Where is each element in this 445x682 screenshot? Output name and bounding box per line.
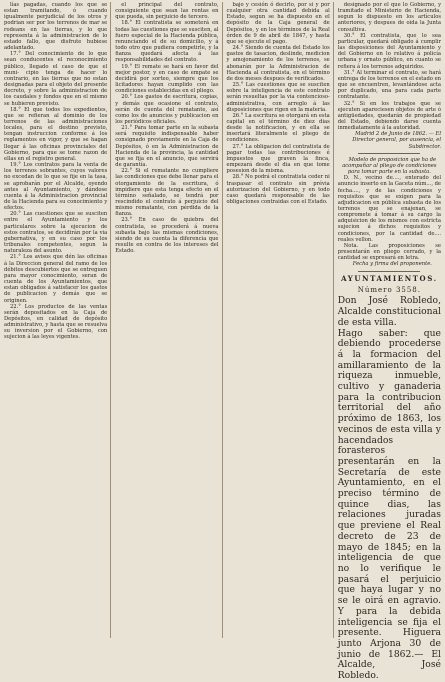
divider	[358, 153, 420, 154]
model-date: Fecha y firma del proponente.	[352, 261, 432, 268]
paragraph: 28.° No podrá el contratista ceder ni traspasar el contrato sin prévia autorizacion del Gobierno, y en todo caso quedará responsable de las obligaciones contraidas con el Estado.	[226, 174, 330, 205]
paragraph: 22.° Si el rematante no cumpliere las condiciones que debe llenar para el otorgamiento de la escritura, ó impidiere que esta tenga efecto en el término señalado, se tendrá por rescindido el contrato á perjuicio del mismo rematante, con pérdida de la fianza.	[115, 168, 219, 218]
paragraph: 25.° Las cuestiones que se susciten sobre la inteligencia de este contrato serán resueltas por la via contencioso-administrativa, con arreglo á las disposiciones que rigen en la materia.	[226, 82, 330, 113]
paragraph: 20.° Las cuestiones que se susciten entre el Ayuntamiento y los particulares sobre la ejecucion de estos contratos, se decidirán por la via gubernativa, y en su caso por los tribunales competentes, segun la naturaleza del asunto.	[4, 211, 108, 255]
paragraph: 31.° Al terminar el contrato, se hará entrega de los terrenos en el estado en que se encuentren, levantándose acta por duplicado, una para cada parte contratante.	[337, 69, 441, 101]
column-3	[227, 2, 334, 638]
paragraph: 18.° El que todos los expedientes, que se refieran al dominio de los terrenos de las administraciones locales, para el destino previsto, tengan instruccion conforme á los reglamentos en vigor, y que se hagan llegar á las oficinas provinciales del Gobierno, para que se tome razon de ellas en el registro general.	[4, 106, 108, 162]
paragraph: 22.° Los productos de las ventas serán depositados en la Caja de Depósitos, en calidad de depósito administrativo, y hasta que se resuelva su inversion por el Gobierno, con sujecion á las leyes vigentes.	[4, 303, 108, 341]
column-2	[115, 2, 222, 638]
paragraph: 26.° La escritura se otorgará en esta capital en el término de diez dias desde la notificacion, y en ella se insertará literalmente el pliego de condiciones.	[226, 112, 330, 144]
notice-number: Número 3558.	[357, 285, 421, 294]
notice-paragraph: Don José Robledo, Alcalde constitucional de esta villa.	[337, 295, 441, 328]
notice-block	[338, 285, 441, 682]
paragraph: 17.° Del conocimiento de lo que sean conducentes el reconocimiento público, llegado el caso de que el muni- cipio tenga de hacer lo contrario, en las tierras que no estan designadas para el objeto del presente decreto, y sobre la administracion de los caudales y fondos que en el mismo se hubieren previsto.	[4, 51, 108, 107]
column-4	[337, 2, 442, 682]
paragraph: 19.° El remate se hará en favor del mejor postor, y en caso de empate se decidirá por sorteo, siempre que los licitadores hayan cumplido con las condiciones establecidas en el pliego.	[115, 63, 219, 95]
paragraph: lías pagadas, cuando los que se estan tramitando, ó cuando igualmente perjudicial de los otros y podrian ser por los terrenos de mar se rodeans en las tierras, y lo que representa á la administracion de lo estado fallo, que disfrute hubiese adelantado.	[4, 2, 108, 52]
paragraph: 24.° Siendo de cuenta del Estado los gastos de tasacion, deslinde, medicion y amojonamiento de los terrenos, se abonarán por la Administracion de Hacienda al contratista, en el término de dos meses despues de verificados.	[226, 45, 330, 82]
paragraph: 20.° Los gastos de escritura, copias, y demás que ocasione el contrato, serán de cuenta del rematante, así como los de anuncios y publicacion en los periódicos oficiales.	[115, 94, 219, 125]
paragraph: 30.° El contratista, que lo sea particular, quedará obligado á cumplir las disposiciones del Ayuntamiento y del Gobierno en lo relativo á policía urbana y ornato público, en cuanto se refiera á los terrenos adquiridos.	[337, 32, 441, 70]
column-1	[4, 2, 111, 638]
notice-paragraph: Hago saber: que debiendo procederse á la formacion del amillaramiento de la riqueza inmueble, cultivo y ganaderia para la contribucion territorial del año próximo de 1863, los vecinos de esta villa y hacendados forasteros presentarán en la Secretaría de este Ayuntamiento, en el preciso término de quince dias, las relaciones juradas que previene el Real decreto de 23 de mayo de 1845; en la inteligencia de que no lo verifique le pasará el perjuicio que haya lugar y no se le oirá en agravio. Y para la debida inteligencia se fija el presente. Higuera junto Arjona 30 de junio de 1862.— El Alcalde, José Robledo.	[337, 327, 441, 682]
paragraph: 21.° Para tomar parte en la subasta será requisito indispensable haber consignado previamente en la Caja de Depósitos, ó en la Administracion de Hacienda de la provincia, la cantidad que se fija en el anuncio, que servirá de garantía.	[115, 125, 219, 169]
model-heading: Modelo de proposicion que ha de acompañar al pliego de condiciones para tomar parte en la subasta.	[342, 156, 437, 176]
paragraph: 21.° Los avisos que dén las oficinas á la Direccion general del ramo de los débitos descubiertos que se entreguen para mayor conocimiento, seran de cuenta de los Ayuntamientos, que estan obligados á satisfacer los gastos de publicacion y demás que se originen.	[4, 254, 108, 304]
paragraph: el principal del contrato, consiguiente que sean las rentas en que pueda, sin perjuicio de tercero.	[115, 2, 219, 21]
paragraph: 27.° La obligacion del contratista de pagar todas las contribuciones é impuestos que graven la finca, empezará desde el dia en que tome posesion de la misma.	[226, 143, 330, 175]
paragraph: bajo y cesión ó decirlo, por si y por cualquier otra cantidad debida al Estado, segun se ha dispuesto en el depósito de la Caja general de Depósitos, y en los términos de la Real órden de 9 de abril de 1847, y hasta que se ejecute el pago.	[226, 2, 330, 45]
paragraph: 18.° El contratista se someterá en todas las cuestiones que se susciten, al fuero especial de la Hacienda pública, renunciando el de su domicilio, y á todo otro que pudiera competirle, y la fianza quedará afecta á las responsabilidades del contrato.	[115, 20, 219, 64]
paragraph: designado por el que lo Gobierno, y tramitado el Ministerio de Hacienda, segun lo dispuesto en los artículos anteriores, y despues de oida la Junta consultiva.	[337, 2, 441, 33]
section-title: AYUNTAMIENTOS.	[341, 273, 438, 283]
model-text: D. N., vecino de...., enterado del anuncio inserto en la Gaceta núm..., de fecha...., y de las condiciones y requisitos que se exigen para la adjudicacion en pública subasta de los terrenos que se enajenan, se compromete á tomar á su cargo la adquisicion de los mismos con estricta sujecion á dichos requisitos y condiciones, por la cantidad de.... reales vellon.	[337, 175, 442, 243]
model-note: Nota. Las proposiciones se presentarán en pliego cerrado, y la cantidad se expresará en letra.	[337, 242, 441, 262]
signature-line: Madrid 2 de Junio de 1862. — El Director general, por ausencia, el Subdirector.	[352, 131, 441, 150]
paragraph: 32.° Si en los trabajos que se ejecuten apareciesen objetos de arte ó antigüedades, quedarán de propiedad del Estado, debiendo darse cuenta inmediatamente á la autoridad.	[337, 100, 441, 132]
paragraph: 19.° Los contratos para la venta de los terrenos sobrantes, cuyos valores no excedan de lo que se fije en la tasa, se aprobarán por el Alcalde, oyendo antes al Ayuntamiento, y dándose cuenta á la Administracion provincial de la Hacienda para su conocimiento y efectos.	[4, 162, 108, 212]
divider	[358, 271, 420, 272]
paragraph: 23.° En caso de quiebra del contratista, se procederá á nueva subasta bajo las mismas condiciones, siendo de su cuenta la diferencia que resulte en contra de los intereses del Estado.	[115, 217, 219, 255]
